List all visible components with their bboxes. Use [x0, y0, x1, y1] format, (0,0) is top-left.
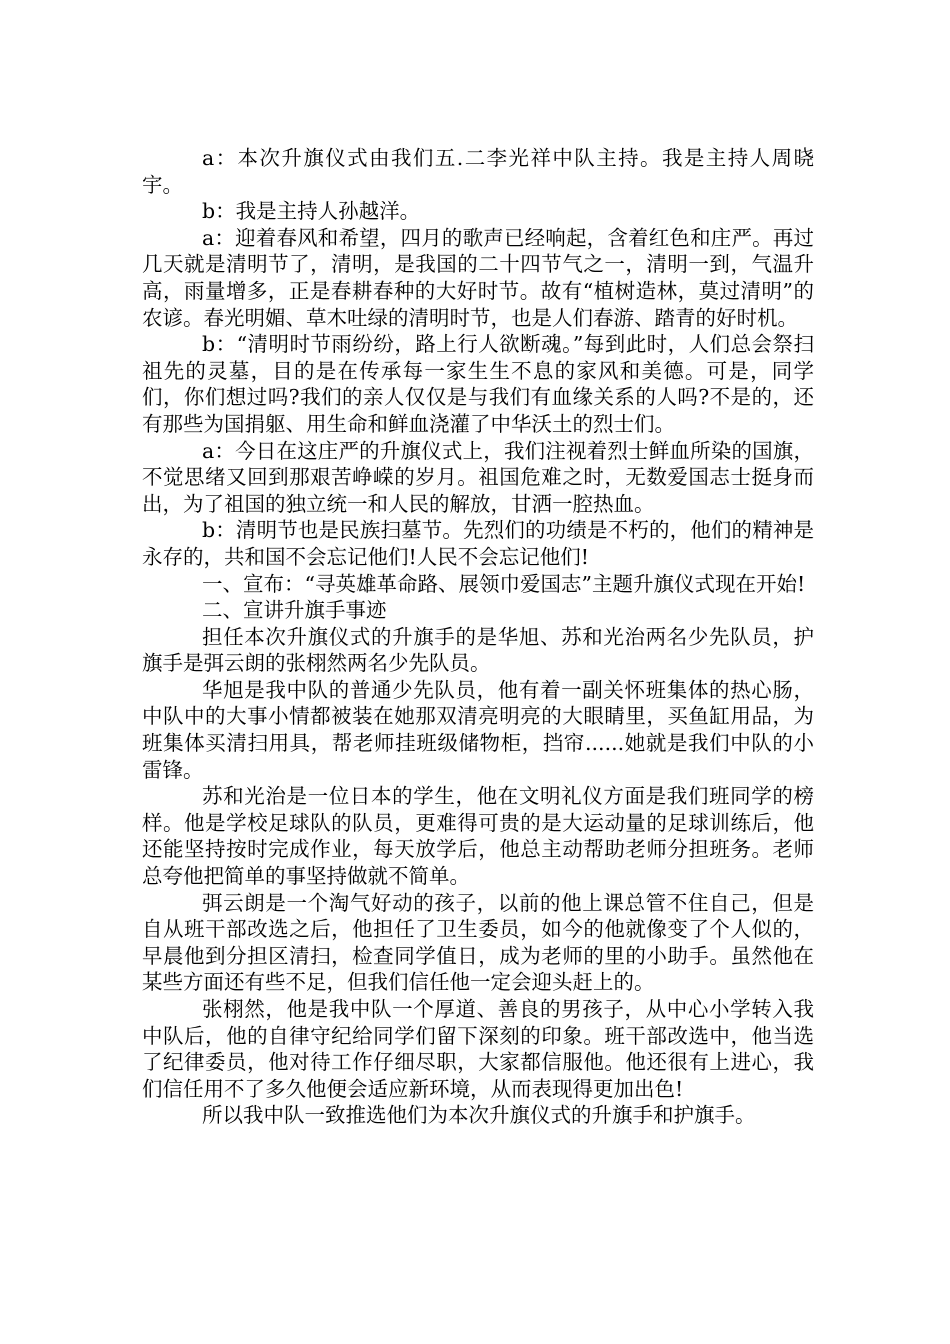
paragraph-host-a-intro: a：本次升旗仪式由我们五.二李光祥中队主持。我是主持人周晓宇。	[142, 146, 814, 197]
document-body	[142, 145, 814, 1129]
paragraph-host-b-martyrs: b：清明节也是民族扫墓节。先烈们的功绩是不朽的，他们的精神是永存的，共和国不会忘记他们!人民不会忘记他们!	[142, 518, 814, 569]
paragraph-section-one-announce: 一、宣布：“寻英雄革命路、展领巾爱国志”主题升旗仪式现在开始!	[202, 571, 806, 596]
paragraph-section-two-heading: 二、宣讲升旗手事迹	[202, 598, 387, 623]
paragraph-conclusion: 所以我中队一致推选他们为本次升旗仪式的升旗手和护旗手。	[202, 1103, 756, 1128]
paragraph-host-a-flag: a：今日在这庄严的升旗仪式上，我们注视着烈士鲜血所染的国旗，不觉思绪又回到那艰苦峥嵘的岁月。祖国危难之时，无数爱国志士挺身而出，为了祖国的独立统一和人民的解放，甘洒一腔热血。	[142, 438, 814, 516]
paragraph-huaxu: 华旭是我中队的普通少先队员，他有着一副关怀班集体的热心肠，中队中的大事小情都被装在她那双清亮明亮的大眼睛里，买鱼缸用品，为班集体买清扫用具，帮老师挂班级储物柜，挡帘......她就是我们中队的小雷锋。	[142, 677, 814, 782]
paragraph-suhe: 苏和光治是一位日本的学生，他在文明礼仪方面是我们班同学的榜样。他是学校足球队的队员，更难得可贵的是大运动量的足球训练后，他还能坚持按时完成作业，每天放学后，他总主动帮助老师分担班务。老师总夸他把简单的事坚持做就不简单。	[142, 784, 814, 889]
paragraph-host-a-spring: a：迎着春风和希望，四月的歌声已经响起，含着红色和庄严。再过几天就是清明节了，清明，是我国的二十四节气之一，清明一到，气温升高，雨量增多，正是春耕春种的大好时节。故有“植树造林，莫过清明”的农谚。春光明媚、草木吐绿的清明时节，也是人们春游、踏青的好时机。	[142, 225, 814, 330]
paragraph-host-b-qingming: b：“清明时节雨纷纷，路上行人欲断魂。”每到此时，人们总会祭扫祖先的灵墓，目的是在传承每一家生生不息的家风和美德。可是，同学们，你们想过吗?我们的亲人仅仅是与我们有血缘关系的人吗?不是的，还有那些为国捐躯、用生命和鲜血浇灌了中华沃土的烈士们。	[142, 332, 814, 436]
paragraph-zhangxuran: 张栩然，他是我中队一个厚道、善良的男孩子，从中心小学转入我中队后，他的自律守纪给同学们留下深刻的印象。班干部改选中，他当选了纪律委员，他对待工作仔细尽职，大家都信服他。他还很有上进心，我们信任用不了多久他便会适应新环境，从而表现得更加出色!	[142, 997, 814, 1101]
paragraph-flag-bearers: 担任本次升旗仪式的升旗手的是华旭、苏和光治两名少先队员，护旗手是弭云朗的张栩然两名少先队员。	[142, 624, 814, 676]
paragraph-miyunlang: 弭云朗是一个淘气好动的孩子，以前的他上课总管不住自己，但是自从班干部改选之后，他担任了卫生委员，如今的他就像变了个人似的，早晨他到分担区清扫，检查同学值日，成为老师的里的小助手。虽然他在某些方面还有些不足，但我们信任他一定会迎头赶上的。	[142, 890, 814, 995]
paragraph-host-b-intro: b：我是主持人孙越洋。	[202, 199, 421, 224]
